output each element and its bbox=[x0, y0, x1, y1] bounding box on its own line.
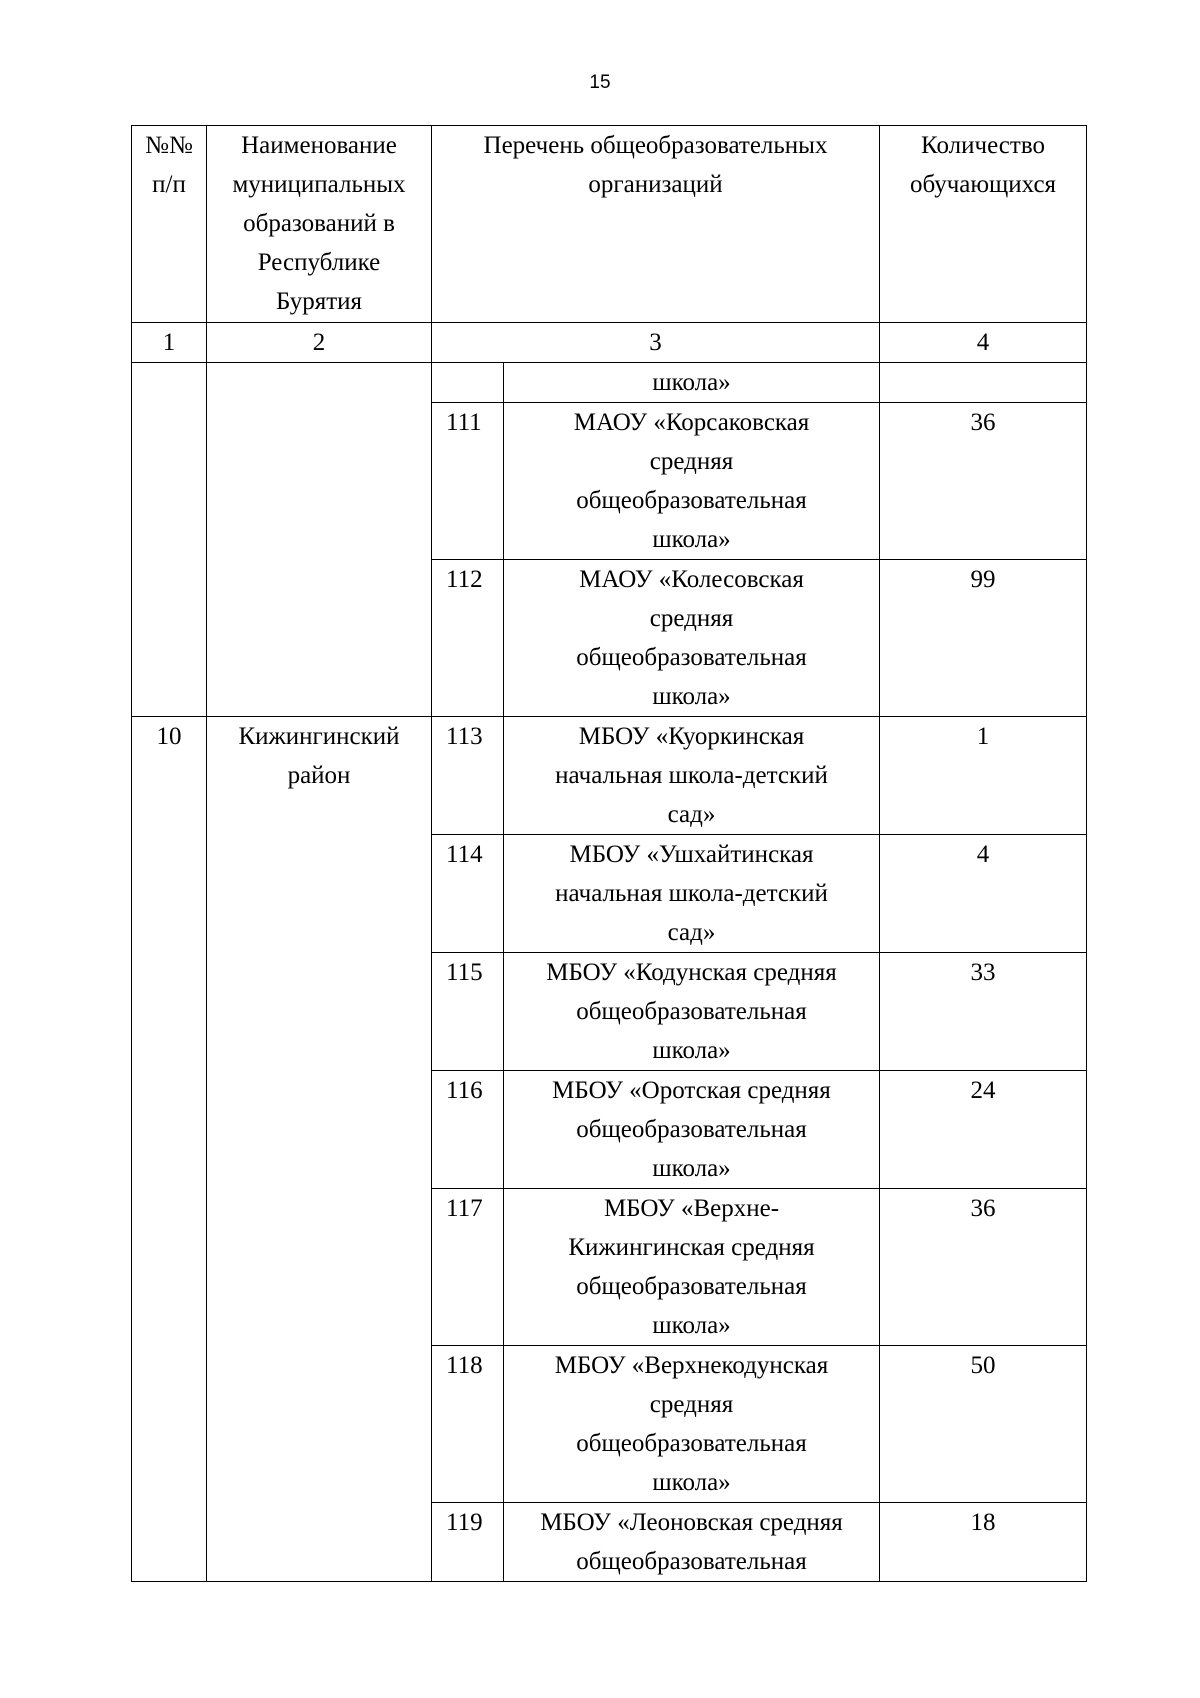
page-number: 15 bbox=[589, 72, 611, 93]
header-organizations: Перечень общеобразовательных организаций bbox=[432, 126, 880, 323]
header-num: №№ п/п bbox=[132, 126, 207, 323]
organization-name: МБОУ «Ушхайтинская начальная школа-детский сад» bbox=[504, 835, 880, 953]
org-index: 114 bbox=[432, 835, 504, 953]
org-index bbox=[432, 363, 504, 403]
student-count: 1 bbox=[880, 717, 1087, 835]
student-count: 4 bbox=[880, 835, 1087, 953]
student-count: 24 bbox=[880, 1071, 1087, 1189]
header-municipality: Наименование муниципальных образований в Республике Бурятия bbox=[207, 126, 432, 323]
student-count: 99 bbox=[880, 560, 1087, 717]
org-index: 117 bbox=[432, 1189, 504, 1346]
header-students: Количество обучающихся bbox=[880, 126, 1087, 323]
organization-name: МБОУ «Верхнекодунская средняя общеобразовательная школа» bbox=[504, 1346, 880, 1503]
organization-name: МБОУ «Леоновская средняя общеобразовательная bbox=[504, 1503, 880, 1582]
student-count: 18 bbox=[880, 1503, 1087, 1582]
organization-name: МБОУ «Куоркинская начальная школа-детский сад» bbox=[504, 717, 880, 835]
column-number: 1 bbox=[132, 323, 207, 363]
district-number-cell bbox=[132, 363, 207, 717]
table-row bbox=[132, 363, 1087, 403]
org-index: 112 bbox=[432, 560, 504, 717]
column-number: 3 bbox=[432, 323, 880, 363]
column-number: 2 bbox=[207, 323, 432, 363]
org-index: 113 bbox=[432, 717, 504, 835]
org-index: 119 bbox=[432, 1503, 504, 1582]
table-row bbox=[132, 717, 1087, 835]
organization-name: МАОУ «Корсаковская средняя общеобразовательная школа» bbox=[504, 403, 880, 560]
column-numbers-row bbox=[132, 323, 1087, 363]
org-index: 116 bbox=[432, 1071, 504, 1189]
organization-name: МБОУ «Верхне- Кижингинская средняя общеобразовательная школа» bbox=[504, 1189, 880, 1346]
student-count: 33 bbox=[880, 953, 1087, 1071]
student-count: 36 bbox=[880, 403, 1087, 560]
org-index: 115 bbox=[432, 953, 504, 1071]
table-header-row bbox=[132, 126, 1087, 323]
org-index: 111 bbox=[432, 403, 504, 560]
district-name: Кижингинский район bbox=[207, 717, 432, 1582]
organization-name: МБОУ «Кодунская средняя общеобразовательная школа» bbox=[504, 953, 880, 1071]
organization-name: МАОУ «Колесовская средняя общеобразовательная школа» bbox=[504, 560, 880, 717]
student-count bbox=[880, 363, 1087, 403]
organization-name: школа» bbox=[504, 363, 880, 403]
org-index: 118 bbox=[432, 1346, 504, 1503]
organization-name: МБОУ «Оротская средняя общеобразовательная школа» bbox=[504, 1071, 880, 1189]
column-number: 4 bbox=[880, 323, 1087, 363]
district-number: 10 bbox=[132, 717, 207, 1582]
student-count: 36 bbox=[880, 1189, 1087, 1346]
schools-table bbox=[131, 125, 1087, 1582]
student-count: 50 bbox=[880, 1346, 1087, 1503]
district-name-cell bbox=[207, 363, 432, 717]
